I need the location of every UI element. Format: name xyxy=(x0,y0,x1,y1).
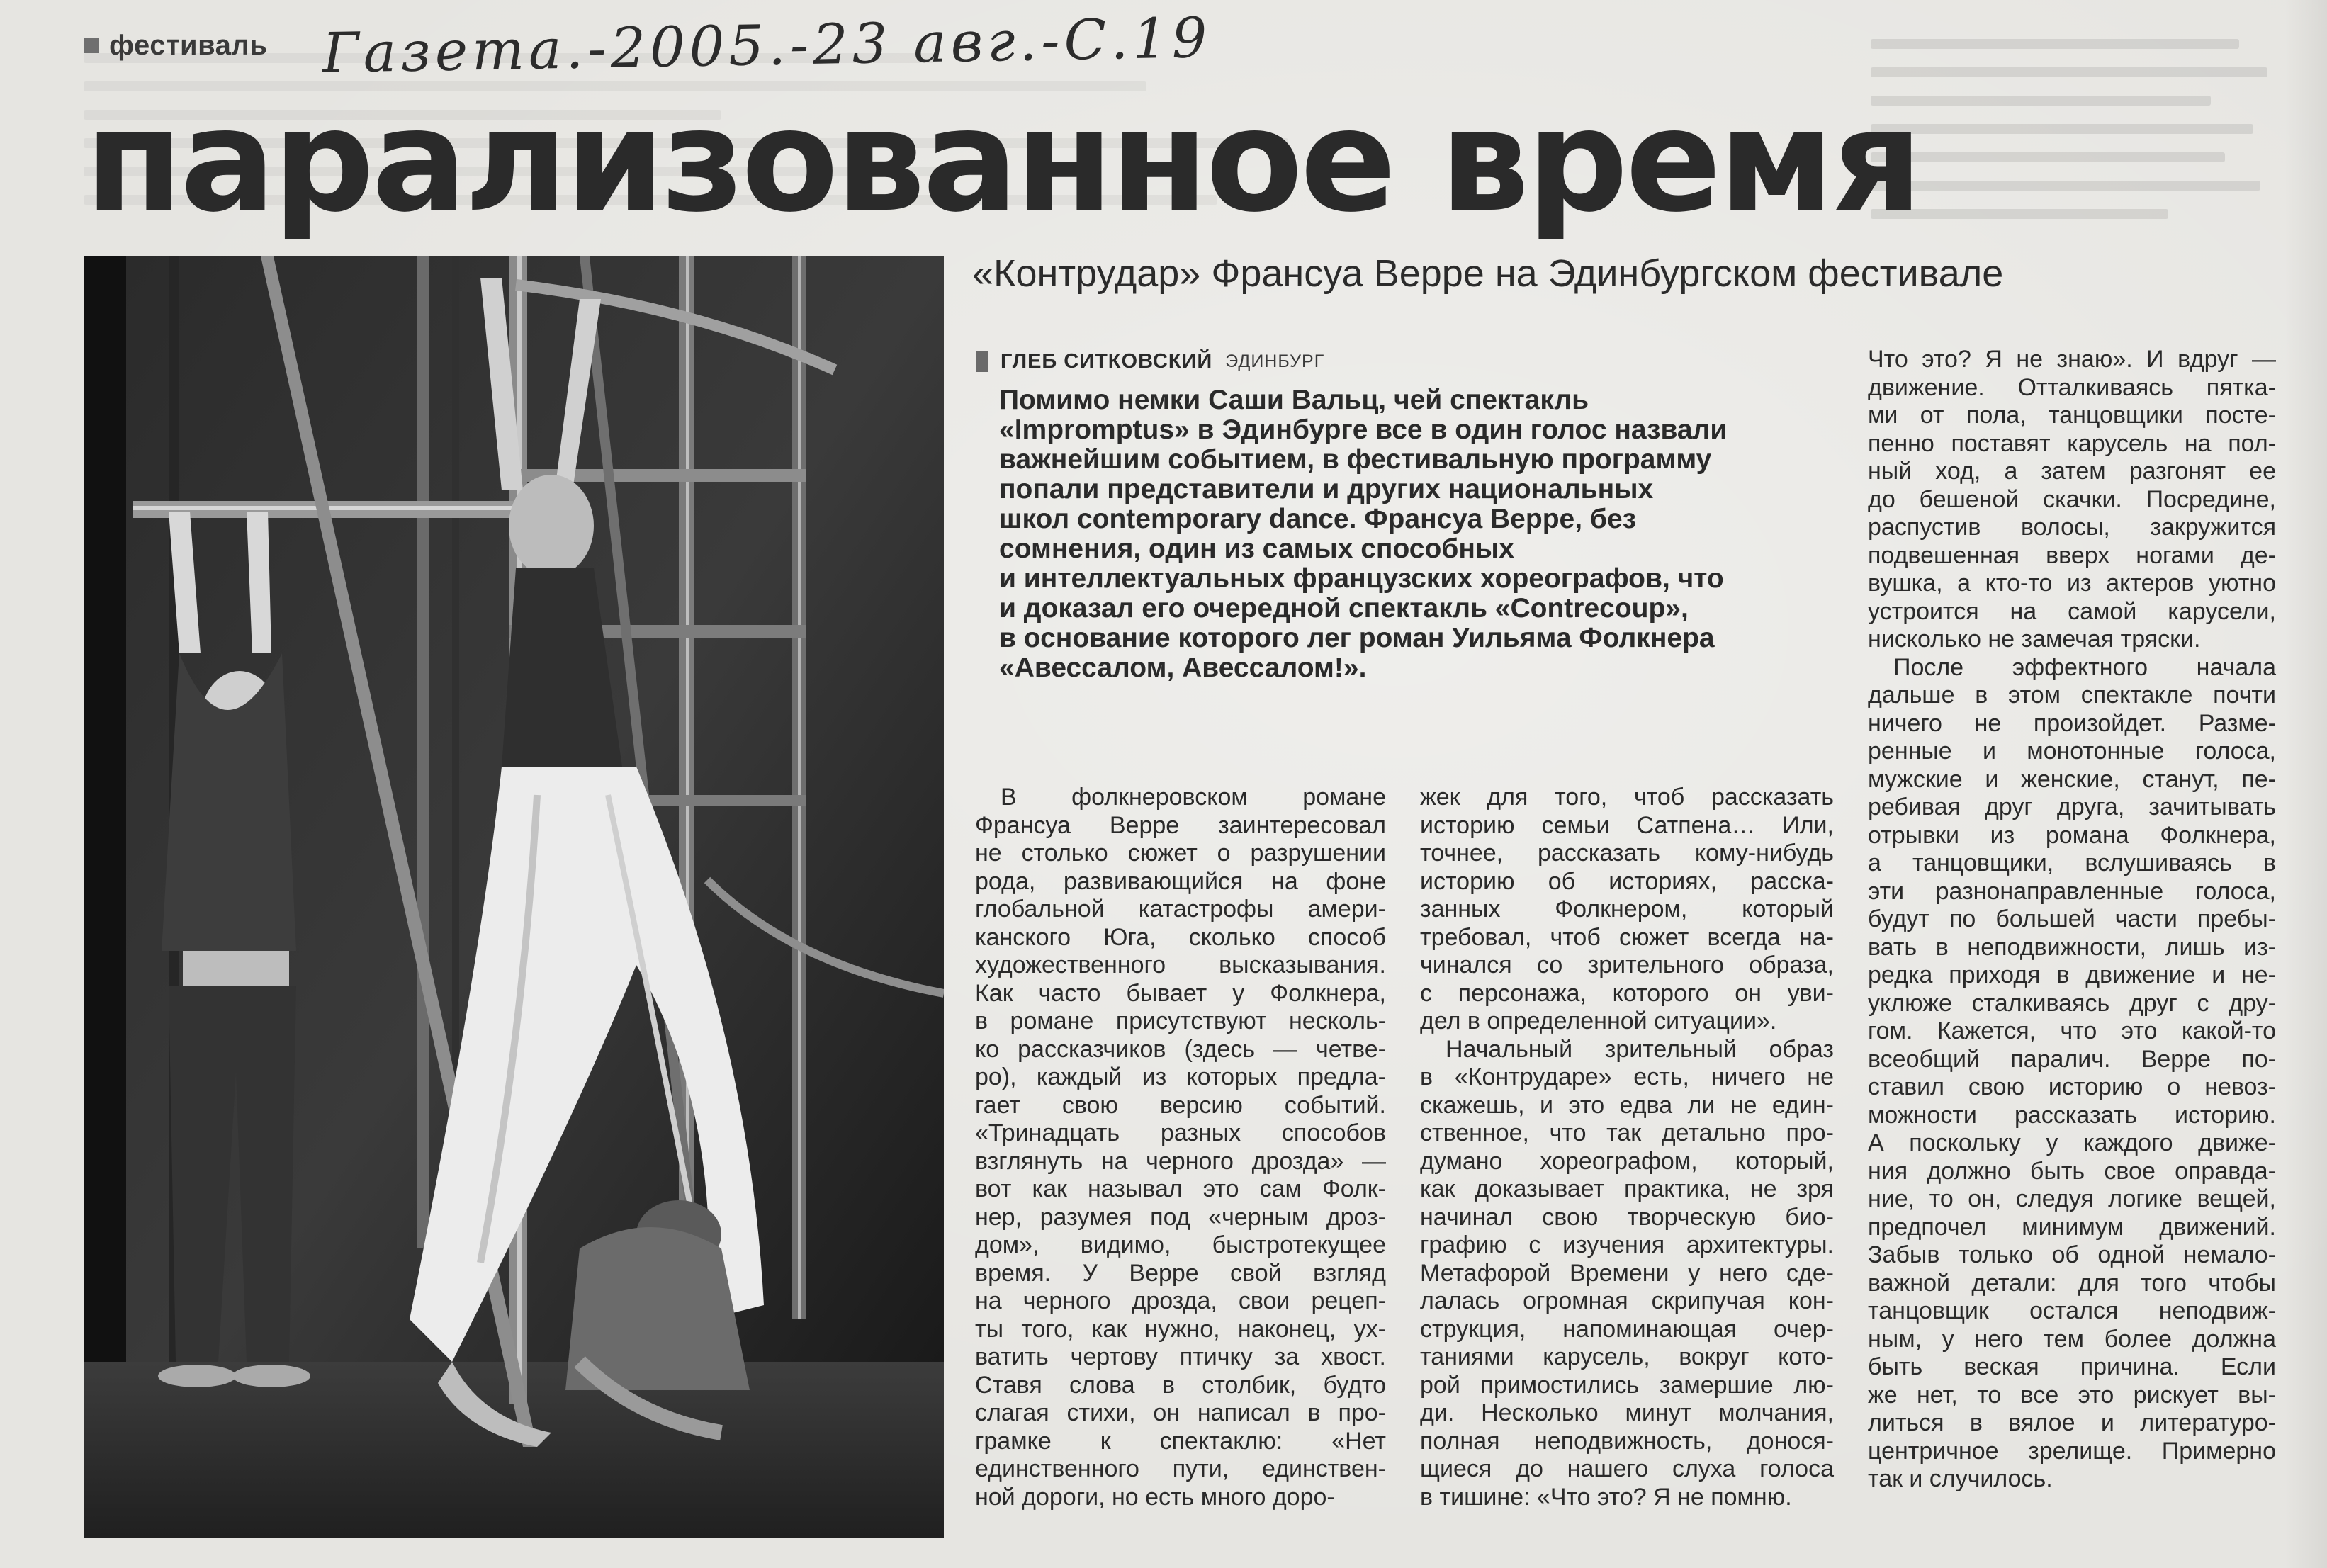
column-line: так и случилось. xyxy=(1868,1465,2053,1492)
column-line: графию с изучения архитектуры. xyxy=(1420,1231,1834,1258)
column-line: струкция, напоминающая очер- xyxy=(1420,1315,1834,1343)
column-line: ребивая друг друга, зачитывать xyxy=(1868,794,2276,820)
column-line: ния должно быть свое оправда- xyxy=(1868,1157,2276,1185)
column-line: После эффектного начала xyxy=(1893,653,2276,681)
column-line: А поскольку у каждого движе- xyxy=(1868,1129,2276,1156)
column-line: рода, развивающийся на фоне xyxy=(975,867,1386,895)
column-line: на черного дрозда, свои рецеп- xyxy=(975,1287,1386,1314)
column-line: Метафорой Времени у него сде- xyxy=(1420,1259,1834,1287)
rubric-square-marker xyxy=(84,38,99,53)
lead-line: «Авессалом, Авессалом!». xyxy=(999,653,1367,683)
column-line: дом», видимо, быстротекущее xyxy=(975,1231,1386,1258)
column-line: ной дороги, но есть много доро- xyxy=(975,1483,1335,1511)
column-line: ватить чертову птичку за хвост. xyxy=(975,1343,1386,1370)
column-line: распустив волосы, закружится xyxy=(1868,514,2276,541)
column-line: ми от пола, танцовщики посте- xyxy=(1868,402,2276,429)
column-line: историю семьи Сатпена… Или, xyxy=(1420,811,1834,839)
column-line: канского Юга, сколько способ xyxy=(975,923,1386,951)
column-line: щиеся до нашего слуха голоса xyxy=(1420,1455,1834,1482)
column-line: подвешенная вверх ногами де- xyxy=(1868,541,2276,569)
column-line: как доказывает практика, не зря xyxy=(1420,1175,1834,1202)
lead-line: «Impromptus» в Эдинбурге все в один голос назвали xyxy=(999,414,1728,445)
page-edge-shadow xyxy=(2284,0,2327,1568)
lead-line: сомнения, один из самых способных xyxy=(999,534,1514,564)
column-line: ренные и монотонные голоса, xyxy=(1868,738,2276,765)
column-line: устроится на самой карусели, xyxy=(1868,597,2276,625)
stage-photo xyxy=(84,256,944,1538)
column-line: занных Фолкнером, который xyxy=(1420,896,1834,923)
lead-line: важнейшим событием, в фестивальную программу xyxy=(999,444,1712,475)
column-line: художественного высказывания. xyxy=(975,952,1386,978)
stage-photo-illustration xyxy=(84,256,944,1538)
column-line: мужские и женские, станут, пе- xyxy=(1868,765,2276,793)
column-line: в «Контрударе» есть, ничего не xyxy=(1420,1064,1834,1090)
column-line: историю об историях, расска- xyxy=(1420,867,1834,895)
column-line: с персонажа, которого он уви- xyxy=(1420,979,1834,1007)
column-line: думано хореографом, который, xyxy=(1420,1147,1834,1175)
column-line: ничего не произойдет. Разме- xyxy=(1868,709,2276,737)
column-line: начинал свою творческую био- xyxy=(1420,1203,1834,1231)
article-headline: парализованное время xyxy=(85,79,1920,244)
column-line: ние, то он, следуя логике вещей, xyxy=(1868,1185,2276,1212)
column-line: Начальный зрительный образ xyxy=(1446,1035,1834,1063)
column-line: ственное, что так детально про- xyxy=(1420,1119,1834,1146)
column-line: ный ход, а затем разгонят ее xyxy=(1868,458,2276,485)
lead-line: в основание которого лег роман Уильяма Фолкнера xyxy=(999,623,1715,653)
column-line: глобальной катастрофы амери- xyxy=(975,896,1386,923)
column-line: редка приходя в движение и не- xyxy=(1868,961,2276,988)
article-subtitle: «Контрудар» Франсуа Верре на Эдинбургском фестивале xyxy=(972,252,2004,295)
column-line: ко рассказчиков (здесь — четве- xyxy=(975,1035,1386,1063)
column-line: грамке к спектаклю: «Нет xyxy=(975,1427,1386,1455)
column-line: эти разнонаправленные голоса, xyxy=(1868,877,2276,905)
column-line: вот как называл это сам Фолк- xyxy=(975,1175,1386,1202)
column-line: взглянуть на черного дрозда» — xyxy=(975,1147,1386,1175)
column-line: вушка, а кто-то из актеров уютно xyxy=(1868,570,2276,597)
column-line: «Тринадцать разных способов xyxy=(975,1119,1386,1146)
column-line: нисколько не замечая тряски. xyxy=(1868,626,2201,653)
column-line: гом. Кажется, что это какой-то xyxy=(1868,1017,2276,1044)
lead-line: Помимо немки Саши Вальц, чей спектакль xyxy=(999,385,1589,415)
bleed-through-right xyxy=(1871,28,2296,283)
byline-marker xyxy=(976,351,988,372)
column-line: Что это? Я не знаю». И вдруг — xyxy=(1868,346,2276,373)
column-line: таниями карусель, вокруг кото- xyxy=(1420,1343,1834,1370)
column-line: в тишине: «Что это? Я не помню. xyxy=(1420,1483,1792,1511)
column-line: слагая стихи, он написал в про- xyxy=(975,1399,1386,1426)
column-line: дальше в этом спектакле почти xyxy=(1868,682,2276,709)
column-line: центричное зрелище. Примерно xyxy=(1868,1437,2276,1465)
column-line: же нет, то все это рискует вы- xyxy=(1868,1381,2276,1409)
column-line: ди. Несколько минут молчания, xyxy=(1420,1399,1834,1426)
lead-line: школ contemporary dance. Франсуа Верре, без xyxy=(999,504,1637,534)
column-line: требовал, чтоб сюжет всегда на- xyxy=(1420,923,1834,951)
column-line: ным, у него тем более должна xyxy=(1868,1325,2276,1353)
column-line: ро), каждый из которых предла- xyxy=(975,1064,1386,1090)
column-line: быть веская причина. Если xyxy=(1868,1353,2276,1380)
column-line: будут по большей части пребы- xyxy=(1868,906,2276,932)
column-line: рой примостились замершие лю- xyxy=(1420,1371,1834,1399)
text-column-1 xyxy=(975,784,1386,1511)
column-line: Франсуа Верре заинтересовал xyxy=(975,811,1386,839)
column-line: движение. Отталкиваясь пятка- xyxy=(1868,373,2276,401)
byline-location: ЭДИНБУРГ xyxy=(1225,351,1325,371)
column-line: можности рассказать историю. xyxy=(1868,1101,2276,1129)
column-line: уклюже сталкиваясь друг с дру- xyxy=(1868,989,2276,1017)
column-line: до бешеной скачки. Посредине, xyxy=(1868,485,2276,513)
column-line: ставил свою историю о невоз- xyxy=(1868,1073,2276,1100)
column-line: время. У Верре свой взгляд xyxy=(975,1259,1386,1287)
handwritten-source-note: Газета.-2005.-23 авг.-С.19 xyxy=(322,6,1212,86)
column-line: жек для того, чтоб рассказать xyxy=(1420,784,1834,811)
column-line: в романе присутствуют несколь- xyxy=(975,1008,1386,1034)
column-line: отрывки из романа Фолкнера, xyxy=(1868,821,2276,849)
column-line: В фолкнеровском романе xyxy=(1001,784,1386,811)
column-line: важной детали: для того чтобы xyxy=(1868,1269,2276,1297)
column-line: единственного пути, единствен- xyxy=(975,1455,1386,1482)
lead-paragraph xyxy=(999,385,1814,683)
column-line: Как часто бывает у Фолкнера, xyxy=(975,979,1386,1007)
column-line: вать в неподвижности, лишь из- xyxy=(1868,933,2276,961)
column-line: танцовщик остался неподвиж- xyxy=(1868,1297,2276,1324)
column-line: Забыв только об одной немало- xyxy=(1868,1241,2276,1268)
column-line: а танцовщики, вслушиваясь в xyxy=(1868,850,2276,876)
column-line: полная неподвижность, донося- xyxy=(1420,1427,1834,1455)
column-line: пенно поставят карусель на пол- xyxy=(1868,429,2276,457)
lead-line: и интеллектуальных французских хореографов, что xyxy=(999,563,1724,594)
column-line: литься в вялое и литературо- xyxy=(1868,1409,2276,1436)
column-line: дел в определенной ситуации». xyxy=(1420,1008,1777,1034)
section-rubric xyxy=(84,27,267,64)
column-line: Ставя слова в столбик, будто xyxy=(975,1371,1386,1399)
column-line: гает свою версию событий. xyxy=(975,1091,1386,1119)
text-column-2 xyxy=(1420,784,1834,1511)
text-column-3 xyxy=(1868,346,2276,1494)
column-line: предпочел минимум движений. xyxy=(1868,1213,2276,1241)
column-line: нер, разумея под «черным дроз- xyxy=(975,1203,1386,1231)
column-line: ты того, как нужно, наконец, ух- xyxy=(975,1315,1386,1343)
byline-author: ГЛЕБ СИТКОВСКИЙ xyxy=(1001,349,1213,373)
column-line: не столько сюжет о разрушении xyxy=(975,840,1386,867)
column-line: скажешь, и это едва ли не един- xyxy=(1420,1091,1834,1119)
lead-line: попали представители и других национальных xyxy=(999,474,1654,504)
column-line: лалась огромная скрипучая кон- xyxy=(1420,1287,1834,1314)
rubric-label: фестиваль xyxy=(109,29,268,61)
column-line: всеобщий паралич. Верре по- xyxy=(1868,1045,2276,1073)
lead-line: и доказал его очередной спектакль «Contrecoup», xyxy=(999,593,1689,624)
byline xyxy=(976,347,1324,376)
column-line: точнее, рассказать кому-нибудь xyxy=(1420,840,1834,867)
column-line: чинался со зрительного образа, xyxy=(1420,952,1834,978)
